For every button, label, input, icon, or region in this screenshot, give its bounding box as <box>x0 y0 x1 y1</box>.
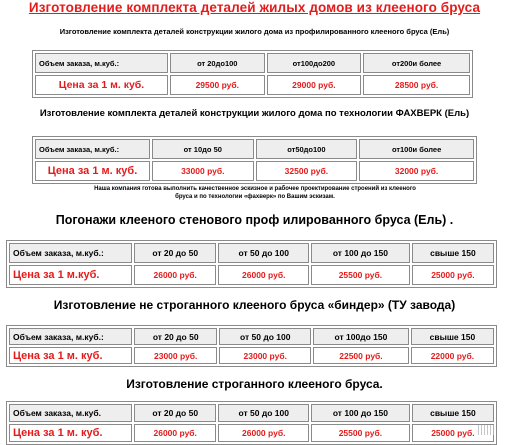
table-row <box>35 161 474 181</box>
range-cell: от 20 до 50 <box>134 404 216 422</box>
table-row <box>9 404 494 422</box>
table-row <box>9 347 494 364</box>
price-cell: 22500 руб. <box>313 347 409 364</box>
range-cell: от 20до100 <box>170 53 265 73</box>
range-cell: от100и более <box>359 139 474 159</box>
price-cell: 32500 руб. <box>256 161 358 181</box>
price-cell: 26000 руб. <box>134 265 216 285</box>
price-cell: 22000 руб. <box>411 347 494 364</box>
price-cell: 26000 руб. <box>218 424 309 442</box>
scan-artifact <box>478 425 494 435</box>
table-row <box>35 139 474 159</box>
range-cell: свыше 150 <box>412 243 494 263</box>
volume-label: Объем заказа, м.куб.: <box>9 328 132 345</box>
range-cell: от 20 до 50 <box>134 328 217 345</box>
table-row <box>9 243 494 263</box>
range-cell: от 10до 50 <box>152 139 254 159</box>
volume-label: Объем заказа, м.куб. <box>9 404 132 422</box>
price-cell: 25000 руб. <box>412 265 494 285</box>
price-cell: 25500 руб. <box>311 265 410 285</box>
price-table-glulam-profiled <box>32 50 473 98</box>
price-label: Цена за 1 м. куб. <box>35 161 150 181</box>
price-cell: 26000 руб. <box>218 265 309 285</box>
range-cell: от100до200 <box>267 53 362 73</box>
section2-heading: Изготовление комплекта деталей конструкции жилого дома по технологии ФАХВЕРК (Ель) <box>39 108 470 119</box>
section3-heading: Погонажи клееного стенового проф илированного бруса (Ель) . <box>55 213 454 227</box>
table-row <box>9 265 494 285</box>
section1-subtitle: Изготовление комплекта деталей конструкции жилого дома из профилированного клееного бруса (Ель) <box>59 27 450 36</box>
price-table-fachwerk <box>32 136 477 184</box>
price-cell: 33000 руб. <box>152 161 254 181</box>
price-cell: 28500 руб. <box>363 75 470 95</box>
price-cell: 23000 руб. <box>134 347 217 364</box>
volume-label: Объем заказа, м.куб.: <box>35 139 150 159</box>
range-cell: от50до100 <box>256 139 358 159</box>
price-table-binder <box>6 325 497 367</box>
range-cell: от 100до 150 <box>313 328 409 345</box>
price-cell: 32000 руб. <box>359 161 474 181</box>
price-label: Цена за 1 м. куб. <box>9 347 132 364</box>
price-cell: 25000 руб. <box>412 424 494 442</box>
design-note <box>40 185 470 201</box>
table-row <box>35 53 470 73</box>
volume-label: Объем заказа, м.куб.: <box>9 243 132 263</box>
range-cell: свыше 150 <box>411 328 494 345</box>
range-cell: от 50 до 100 <box>218 404 309 422</box>
table-row <box>9 328 494 345</box>
table-row <box>9 424 494 442</box>
range-cell: от 50 до 100 <box>219 328 311 345</box>
price-cell: 23000 руб. <box>219 347 311 364</box>
section5-heading: Изготовление строганного клееного бруса. <box>126 377 383 391</box>
price-label: Цена за 1 м.куб. <box>9 265 132 285</box>
price-table-wall-profile <box>6 240 497 288</box>
price-cell: 26000 руб. <box>134 424 216 442</box>
range-cell: от 100 до 150 <box>311 404 410 422</box>
volume-label: Объем заказа, м.куб.: <box>35 53 168 73</box>
table-row <box>35 75 470 95</box>
price-label: Цена за 1 м. куб. <box>9 424 132 442</box>
price-table-planed <box>6 401 497 445</box>
section4-heading: Изготовление не строганного клееного бруса «биндер» (ТУ завода) <box>53 298 456 312</box>
range-cell: от200и более <box>363 53 470 73</box>
range-cell: от 50 до 100 <box>218 243 309 263</box>
price-cell: 29000 руб. <box>267 75 362 95</box>
note-line: бруса и по технологии «фахверк» по Вашим эскизам. <box>175 194 335 200</box>
note-line: Наша компания готова выполнить качественное эскизное и рабочее проектирование строений из клееного <box>94 186 416 192</box>
main-title: Изготовление комплекта деталей жилых домов из клееного бруса <box>28 0 481 15</box>
price-cell: 29500 руб. <box>170 75 265 95</box>
range-cell: от 100 до 150 <box>311 243 410 263</box>
range-cell: от 20 до 50 <box>134 243 216 263</box>
range-cell: свыше 150 <box>412 404 494 422</box>
price-label: Цена за 1 м. куб. <box>35 75 168 95</box>
price-cell: 25500 руб. <box>311 424 410 442</box>
